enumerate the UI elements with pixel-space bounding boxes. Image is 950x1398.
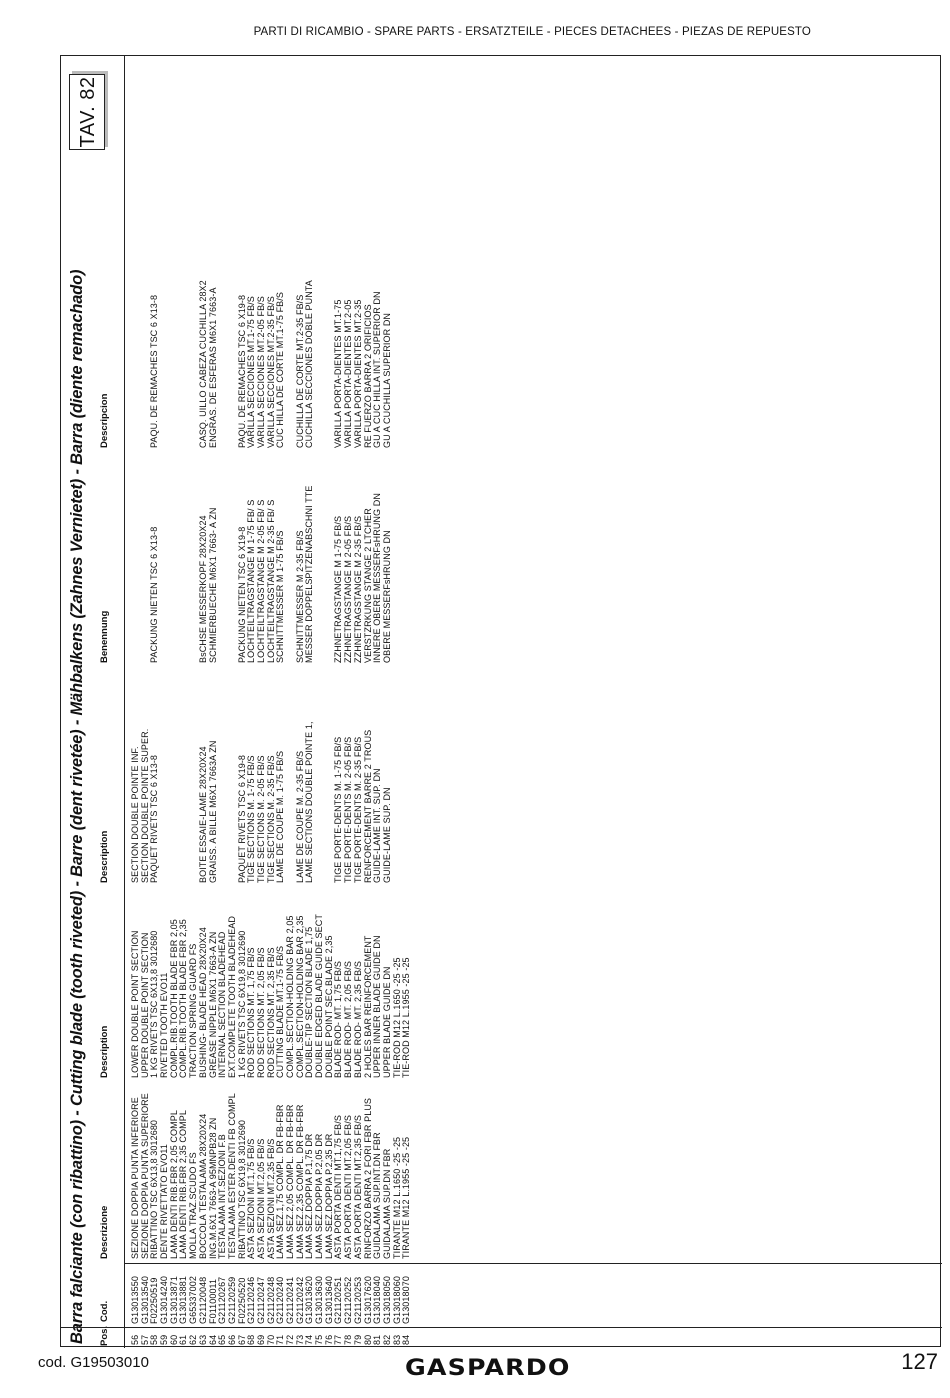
table-cell-en: COMPL.SECTION-HOLDING BAR 2,35 (294, 915, 305, 1078)
tav-label: TAV. 82 (69, 74, 105, 150)
table-cell-de: SCHNITTMESSER M 2-35 FB/S (294, 530, 305, 663)
col-header-benennung: Benennung (99, 610, 110, 663)
table-cell-de: ZZHNETRAGSTANGE M 1-75 FB/S (333, 515, 344, 663)
table-cell-es (315, 280, 325, 448)
table-cell-fr (393, 721, 403, 883)
table-cell-pos: 61 (178, 1334, 189, 1345)
table-cell-es: ENGRAS. DE ESFERAS M6X1 7663-A (207, 287, 218, 448)
table-cell-es (393, 280, 403, 448)
table-cell-it: ASTA PORTA DENTI MT.2,05 FB/S (343, 1115, 354, 1259)
table-cell-de: SCHNITTMESSER M 1-75 FB/S (275, 530, 286, 663)
table-cell-es: CUCHILLA SECCIONES DOBLE PUNTA (304, 280, 315, 448)
table-cell-fr: PAQUET RIVETS TSC 6 X13-8 (149, 754, 160, 883)
table-cell-it: DENTE RIVETTATO EVO11 (159, 1144, 170, 1259)
table-cell-pos: 82 (381, 1334, 392, 1345)
table-cell-cod: G13018050 (381, 1276, 392, 1324)
table-cell-it: LAMA SEZ.DOPPIA P.2,05 DR (314, 1133, 325, 1259)
page-header: PARTI DI RICAMBIO - SPARE PARTS - ERSATZTEILE - PIECES DETACHEES - PIEZAS DE REPUESTO (253, 26, 811, 38)
table-cell-en: INTERNAL SECTION BLADEHEAD (217, 931, 228, 1078)
table-cell-fr: TIGE PORTE-DENTS M. 1-75 FB/S (333, 736, 344, 883)
table-cell-fr: GUIDE-LAME INT. SUP. DN (372, 768, 383, 883)
table-cell-it: ING.M.6X1 7663-A 95MNPB28 ZN (207, 1117, 218, 1259)
table-cell-en: COMPL.SECTION-HOLDING BAR 2,05 (285, 915, 295, 1078)
table-cell-pos: 68 (246, 1334, 257, 1345)
table-cell-cod: G21120240 (275, 1276, 286, 1324)
table-cell-cod: G21120251 (333, 1276, 344, 1324)
table-cell-it: ASTA SEZIONI MT.2,35 FB/S (265, 1138, 276, 1259)
table-cell-cod: G21120259 (226, 1276, 237, 1324)
description-en-column (131, 914, 412, 1078)
table-cell-it: SEZIONE DOPPIA PUNTA SUPERIORE (139, 1093, 150, 1259)
table-cell-fr: TIGE PORTE-DENTS M. 2-05 FB/S (343, 736, 354, 883)
table-cell-es: CASQ. UILLO CABEZA CUCHILLA 28X2 (197, 280, 208, 448)
table-cell-it: BOCCOLA TESTALAMA 28X20X24 (197, 1113, 208, 1259)
table-cell-fr: LAME SECTIONS DOUBLE POINTE 1, (304, 721, 315, 883)
table-cell-pos: 84 (401, 1334, 412, 1345)
table-cell-de (160, 486, 170, 663)
table-cell-fr: GRAISS. A BILLE M6X1 7663A ZN (207, 740, 218, 883)
table-cell-pos: 63 (197, 1334, 208, 1345)
table-cell-pos: 69 (255, 1334, 266, 1345)
table-cell-de: SCHMIERBUECHE M6X1 7663- A ZN (207, 507, 218, 663)
table-cell-pos: 79 (352, 1334, 363, 1345)
table-cell-cod: G21120247 (255, 1276, 266, 1324)
pos-column (131, 1335, 412, 1345)
table-cell-fr: PAQUET RIVETS TSC 6 X19-8 (236, 754, 247, 883)
table-cell-it: LAMA SEZ.DOPPIA P.2,35 DR (323, 1133, 334, 1259)
table-cell-de: BsCHSE MESSERKOPF 28X20X24 (197, 515, 208, 663)
table-cell-pos: 76 (323, 1334, 334, 1345)
table-cell-cod: G13013540 (139, 1276, 150, 1324)
table-cell-en: BUSHING- BLADE HEAD 28X20X24 (197, 927, 208, 1078)
table-cell-es: CUCHILLA DE CORTE MT.2-35 FB/S (294, 294, 305, 448)
table-cell-es: VARILLA PORTA-DIENTES MT.1-75 (333, 299, 344, 448)
page-number: 127 (901, 1349, 938, 1374)
table-cell-de (131, 486, 141, 663)
table-cell-it: LAMA SEZ.1,75 COMPL. DR FB-FBR (275, 1104, 286, 1259)
table-cell-en: ROD SECTIONS MT. 2,05 FB/S (255, 947, 266, 1078)
table-cell-pos: 72 (285, 1334, 295, 1345)
table-cell-pos: 59 (159, 1334, 170, 1345)
table-cell-cod: F02250519 (149, 1277, 160, 1324)
table-cell-en: RIVETED TOOTH EVO11 (159, 972, 170, 1078)
table-cell-cod: G21120253 (352, 1276, 363, 1324)
table-cell-en: COMPL.RIB.TOOTH BLADE FBR 2,35 (178, 919, 189, 1078)
table-cell-en: DOUBLE POINT SEC.BLADE 2,35 (323, 935, 334, 1078)
table-cell-cod: G13013620 (304, 1276, 315, 1324)
table-cell-de (402, 486, 412, 663)
table-cell-es: PAQU. DE REMACHES TSC 6 X19-8 (236, 294, 247, 448)
table-cell-cod: G13013640 (323, 1276, 334, 1324)
table-cell-fr: SECTION DOUBLE POINTE SUPER. (139, 728, 150, 883)
table-cell-de: ZZHNETRAGSTANGE M 2-35 FB/S (352, 515, 363, 663)
table-title-band (61, 56, 125, 1348)
table-cell-pos: 66 (226, 1334, 237, 1345)
table-cell-cod: G13018060 (391, 1276, 402, 1324)
descripcion-column (131, 280, 412, 448)
benennung-column (131, 486, 412, 663)
table-cell-it: GUIDALAMA SUP.INT.DN FBR (372, 1132, 383, 1259)
table-cell-es: VARILLA SECCIONES MT.1-75 FB/S (246, 296, 257, 448)
table-cell-es: VARILLA SECCIONES MT.2-05 FB/S (255, 296, 266, 448)
table-cell-en: CUTTING BLADE MT.1-75 FB/S (275, 945, 286, 1078)
table-cell-de (393, 486, 403, 663)
table-cell-es: CUC HILLA DE CORTE MT.1-75 FB/S (275, 292, 286, 448)
table-cell-en: ROD SECTIONS MT. 2,35 FB/S (265, 947, 276, 1078)
table-cell-cod: G13013871 (168, 1276, 179, 1324)
table-cell-de: LOCHTEILTRAGSTANGE M 1-75 FB/ S (246, 499, 257, 663)
col-header-description-fr: Description (99, 830, 110, 883)
table-cell-fr: SECTION DOUBLE POINTE INF. (130, 746, 140, 883)
table-cell-es (160, 280, 170, 448)
table-cell-cod: G21120246 (246, 1276, 257, 1324)
table-cell-pos: 74 (304, 1334, 315, 1345)
table-cell-es: PAQU. DE REMACHES TSC 6 X13-8 (149, 294, 160, 448)
col-header-cod: Cod. (99, 1300, 110, 1322)
table-cell-cod: G21120252 (343, 1276, 354, 1324)
table-cell-de: LOCHTEILTRAGSTANGE M 2-35 FB/ S (265, 499, 276, 663)
table-cell-fr: GUIDE-LAME SUP. DN (381, 787, 392, 883)
table-cell-pos: 70 (265, 1334, 276, 1345)
table-cell-pos: 83 (391, 1334, 402, 1345)
table-cell-fr (218, 721, 228, 883)
table-cell-en: UPPER BLADE GUIDE DN (381, 966, 392, 1078)
table-cell-it: LAMA SEZ.2,05 COMPL. DR FB-FBR (285, 1104, 295, 1259)
table-cell-fr (315, 721, 325, 883)
table-cell-cod: G13018040 (372, 1276, 383, 1324)
table-cell-fr: RENFORCEMENT BARRE 2 TROUS (362, 729, 373, 883)
table-cell-en: TIE-ROD M12 L.1650 -25 -25 (391, 957, 402, 1078)
table-cell-es: GU A CUC HILLA INT. SUPERIOR DN (372, 291, 383, 448)
table-cell-es (218, 280, 228, 448)
table-cell-de (315, 486, 325, 663)
table-cell-fr (179, 721, 189, 883)
table-cell-es (402, 280, 412, 448)
table-cell-de: LOCHTEILTRAGSTANGE M 2-05 FB/ S (255, 499, 266, 663)
table-cell-pos: 75 (314, 1334, 325, 1345)
table-cell-fr: LAME DE COUPE M. 2-35 FB/S (294, 750, 305, 883)
table-cell-it: ASTA PORTA DENTI MT.1,75 FB/S (333, 1115, 344, 1259)
table-cell-es: GU A CUCHILLA SUPERIOR DN (381, 312, 392, 448)
table-cell-pos: 80 (362, 1334, 373, 1345)
table-cell-pos: 81 (372, 1334, 383, 1345)
table-cell-pos: 67 (236, 1334, 247, 1345)
table-cell-es (170, 280, 180, 448)
table-cell-cod: G13014240 (159, 1276, 170, 1324)
col-header-descrizione: Descrizione (99, 1205, 110, 1259)
table-cell-en: UPPER DOUBLE POINT SECTION (139, 932, 150, 1078)
table-cell-it: TIRANTE M12 L.1955 -25 -25 (401, 1136, 412, 1259)
table-cell-pos: 77 (333, 1334, 344, 1345)
table-title: Barra falciante (con ribattino) - Cutting blade (tooth riveted) - Barre (dent rivetée) - Mähbalkens (Zahnes Vernietet) - Barra (diente remachado) (68, 269, 86, 1344)
table-cell-fr: TIGE SECTIONS M. 2-35 FB/S (265, 755, 276, 883)
description-fr-column (131, 721, 412, 883)
table-cell-it: TESTALAMA INT.SEZIONI F.B (217, 1134, 228, 1259)
table-cell-en: 2 HOLES BAR REINFORCEMENT (362, 935, 373, 1078)
table-cell-es (179, 280, 189, 448)
table-cell-cod: G21120241 (285, 1276, 295, 1324)
table-cell-fr: TIGE SECTIONS M. 2-05 FB/S (255, 755, 266, 883)
parts-table (61, 56, 942, 1348)
table-cell-pos: 64 (207, 1334, 218, 1345)
table-cell-cod: F02250520 (236, 1277, 247, 1324)
descrizione-column (131, 1093, 412, 1259)
table-cell-cod: G21120048 (197, 1276, 208, 1324)
table-cell-en: BLADE ROD- MT. 2,05 FB/S (343, 961, 354, 1078)
parts-table-frame (60, 55, 941, 1347)
table-cell-cod: F01100011 (207, 1278, 218, 1324)
table-cell-it: TIRANTE M12 L.1650 -25 -25 (391, 1136, 402, 1259)
column-divider (125, 1263, 942, 1264)
table-cell-fr (160, 721, 170, 883)
table-cell-es: RE FUERZO BARRA 2 ORIFICIOS (362, 304, 373, 448)
table-cell-es: VARILLA PORTA-DIENTES MT.2-05 (343, 299, 354, 448)
table-cell-en: ROD SECTIONS MT. 1,75 FB/S (246, 947, 257, 1078)
table-cell-en: 1 KG RIVETS TSC 6X13,8 3012680 (149, 930, 160, 1078)
table-cell-cod: G13013550 (130, 1276, 140, 1324)
table-cell-en: 1 KG RIVETS TSC 6X19,8 3012690 (236, 930, 247, 1078)
table-cell-de: PACKUNG NIETEN TSC 6 X13-8 (149, 526, 160, 663)
table-cell-fr: TIGE SECTIONS M. 1-75 FB/S (246, 755, 257, 883)
table-cell-en: DOUBLE EDGED BLADE GUIDE SECT (314, 914, 325, 1078)
table-cell-it: LAMA SEZ.2,35 COMPL. DR FB-FBR (294, 1104, 305, 1259)
table-cell-es: VARILLA SECCIONES MT.2-35 FB/S (265, 296, 276, 448)
table-cell-pos: 62 (188, 1334, 199, 1345)
table-cell-de: OBERE MESSERFsHRUNG DN (381, 530, 392, 663)
table-cell-de (170, 486, 180, 663)
table-cell-de: PACKUNG NIETEN TSC 6 X19-8 (236, 526, 247, 663)
table-cell-it: MOLLA TRAZ.SCUDO FS (188, 1152, 199, 1259)
table-cell-fr (170, 721, 180, 883)
table-cell-de: MESSER DOPPELSPITZENABSCHNI TTE (304, 485, 315, 663)
table-cell-pos: 58 (149, 1334, 160, 1345)
table-cell-cod: G13013630 (314, 1276, 325, 1324)
col-header-descripcion: Descripcion (99, 393, 110, 448)
table-cell-en: GREASE NIPPLE M6X1 7663-A ZN (207, 931, 218, 1078)
table-cell-pos: 57 (139, 1334, 150, 1345)
table-cell-fr: BOITE ESSAIE-LAME 28X20X24 (197, 746, 208, 883)
table-cell-cod: G13018070 (401, 1276, 412, 1324)
table-cell-pos: 56 (130, 1334, 140, 1345)
table-cell-es: VARILLA PORTA-DIENTES MT.2-35 (352, 299, 363, 448)
column-divider (61, 1327, 942, 1328)
table-cell-es (131, 280, 141, 448)
table-cell-fr (402, 721, 412, 883)
table-cell-en: TRACTION SPRING GUARD FS (188, 943, 199, 1078)
table-cell-en: BLADE ROD- MT. 2,35 FB/S (352, 961, 363, 1078)
table-cell-it: ASTA SEZIONI MT.2,05 FB/S (255, 1138, 266, 1259)
table-cell-pos: 78 (343, 1334, 354, 1345)
table-cell-en: LOWER DOUBLE POINT SECTION (130, 930, 140, 1078)
table-cell-pos: 73 (294, 1334, 305, 1345)
table-cell-en: COMPL.RIB.TOOTH BLADE FBR 2,05 (168, 919, 179, 1078)
table-cell-it: ASTA PORTA DENTI MT.2,35 FB/S (352, 1115, 363, 1259)
table-cell-en: DOUBLE-TIP SECTION BLADE 1,75 (304, 926, 315, 1078)
cod-column (131, 1276, 412, 1324)
table-cell-cod: G21120267 (217, 1276, 228, 1324)
table-cell-de: INNERE OBERE MESSERFsHRUNG DN (372, 493, 383, 663)
table-cell-cod: G21120242 (294, 1276, 305, 1324)
brand-logo: GASPARDO (405, 1356, 571, 1381)
table-cell-it: LAMA SEZ.DOPPIA P.1,75 DR (304, 1133, 315, 1259)
table-cell-de (179, 486, 189, 663)
table-cell-it: LAMA DENTI RIB.FBR 2,35 COMPL (178, 1110, 189, 1259)
table-cell-cod: G13013881 (178, 1276, 189, 1324)
document-code: cod. G19503010 (38, 1354, 149, 1371)
table-cell-cod: G21120248 (265, 1276, 276, 1324)
table-cell-it: GUIDALAMA SUP.DN FBR (381, 1148, 392, 1259)
table-cell-fr: LAME DE COUPE M. 1-75 FB/S (275, 750, 286, 883)
table-cell-pos: 65 (217, 1334, 228, 1345)
table-cell-de: VERSTZRKUNG STANGE 2 LTCHER (362, 508, 373, 663)
table-cell-it: RINFORZO BARRA 2 FORI FBR PLUS (362, 1097, 373, 1259)
table-cell-cod: G13017620 (362, 1276, 373, 1324)
table-cell-en: EXT.COMPLETE TOOTH BLADEHEAD (226, 915, 237, 1078)
table-cell-it: RIBATTINO TSC 6X13,8 3012680 (149, 1119, 160, 1259)
table-cell-pos: 71 (275, 1334, 286, 1345)
table-cell-fr: TIGE PORTE-DENTS M. 2-35 FB/S (352, 736, 363, 883)
table-cell-en: UPPER INNER BLADE GUIDE DN (372, 935, 383, 1078)
table-cell-it: ASTA SEZIONI MT.1,75 FB/S (246, 1138, 257, 1259)
col-header-description-en: Description (99, 1025, 110, 1078)
table-cell-it: TESTALAMA ESTER.DENTI FB COMPL (226, 1093, 237, 1259)
table-cell-en: BLADE ROD- MT. 1,75 FB/S (333, 961, 344, 1078)
table-cell-cod: G65337002 (188, 1276, 199, 1324)
table-cell-it: SEZIONE DOPPIA PUNTA INFERIORE (130, 1097, 140, 1259)
table-cell-pos: 60 (168, 1334, 179, 1345)
table-cell-en: TIE-ROD M12 L.1955 -25 -25 (401, 957, 412, 1078)
table-cell-it: RIBATTINO TSC 6X19,8 3012690 (236, 1119, 247, 1259)
table-cell-it: LAMA DENTI RIB.FBR 2,05 COMPL (168, 1110, 179, 1259)
table-cell-de (218, 486, 228, 663)
table-cell-de: ZZHNETRAGSTANGE M 2-05 FB/S (343, 515, 354, 663)
col-header-pos: Pos. (99, 1325, 110, 1346)
